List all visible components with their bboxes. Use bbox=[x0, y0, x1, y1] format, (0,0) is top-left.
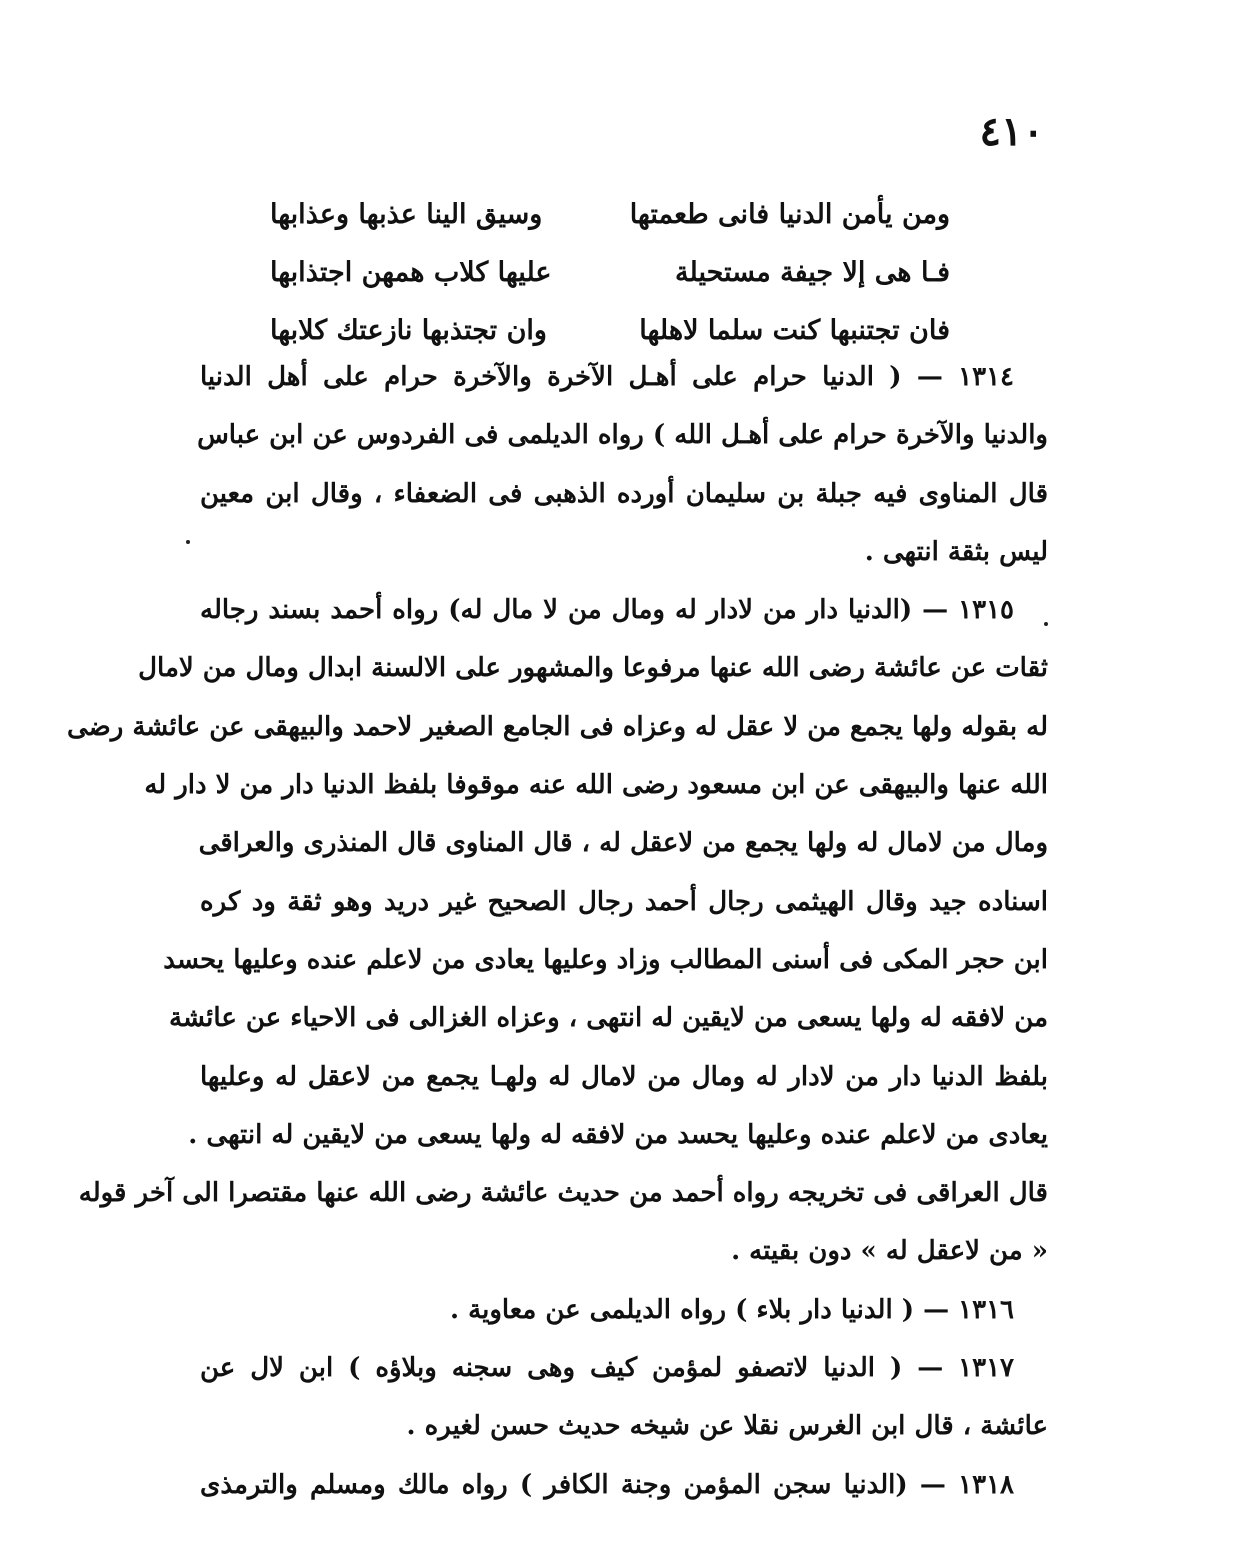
hadith-entries bbox=[66, 348, 1048, 1514]
text-line: له بقوله ولها يجمع من لا عقل له وعزاه فى الجامع الصغير لاحمد والبيهقى عن عائشة رضى bbox=[66, 711, 1048, 742]
text-line: من لافقه له ولها يسعى من لايقين له انتهى ، وعزاه الغزالى فى الاحياء عن عائشة bbox=[169, 1003, 1048, 1034]
text-line: والدنيا والآخرة حرام على أهـل الله ) رواه الديلمى فى الفردوس عن ابن عباس bbox=[197, 420, 1048, 451]
text-line: ١٣١٧ — ( الدنيا لاتصفو لمؤمن كيف وهى سجنه وبلاؤه ) ابن لال عن bbox=[200, 1353, 1014, 1384]
page-number: ٤١٠ bbox=[979, 108, 1044, 155]
verse-first-hemistich: فـا هى إلا جيفة مستحيلة bbox=[675, 257, 950, 288]
text-line: ١٣١٦ — ( الدنيا دار بلاء ) رواه الديلمى عن معاوية . bbox=[450, 1294, 1014, 1325]
text-line: ابن حجر المكى فى أسنى المطالب وزاد وعليها يعادى من لاعلم عنده وعليها يحسد bbox=[163, 944, 1048, 975]
hadith-entry-1314 bbox=[197, 348, 1048, 581]
text-line: ١٣١٤ — ( الدنيا حرام على أهـل الآخرة والآخرة حرام على أهل الدنيا bbox=[200, 362, 1014, 392]
text-line: قال العراقى فى تخريجه رواه أحمد من حديث عائشة رضى الله عنها مقتصرا الى آخر قوله bbox=[78, 1178, 1048, 1209]
text-line: عائشة ، قال ابن الغرس نقلا عن شيخه حديث حسن لغيره . bbox=[406, 1411, 1048, 1442]
verse-line bbox=[270, 244, 950, 302]
text-line: اسناده جيد وقال الهيثمى رجال أحمد رجال الصحيح غير دريد وهو ثقة ود كره bbox=[200, 886, 1048, 917]
scan-speck bbox=[1044, 622, 1048, 626]
text-line: ليس بثقة انتهى . bbox=[864, 536, 1048, 567]
text-line: ١٣١٨ — (الدنيا سجن المؤمن وجنة الكافر ) رواه مالك ومسلم والترمذى bbox=[200, 1469, 1014, 1500]
hadith-entry-1316 bbox=[200, 1281, 1048, 1339]
verse-second-hemistich: وان تجتذبها نازعتك كلابها bbox=[270, 315, 547, 346]
verse-first-hemistich: ومن يأمن الدنيا فانى طعمتها bbox=[629, 199, 950, 230]
text-line: يعادى من لاعلم عنده وعليها يحسد من لافقه له ولها يسعى من لايقين له انتهى . bbox=[188, 1119, 1048, 1150]
text-line: ١٣١٥ — (الدنيا دار من لادار له ومال من لا مال له) رواه أحمد بسند رجاله bbox=[200, 595, 1014, 626]
text-line: الله عنها والبيهقى عن ابن مسعود رضى الله عنه موقوفا بلفظ الدنيا دار من لا دار له bbox=[144, 770, 1048, 801]
text-line: بلفظ الدنيا دار من لادار له ومال من لامال له ولهـا يجمع من لاعقل له وعليها bbox=[200, 1061, 1048, 1092]
text-line: قال المناوى فيه جبلة بن سليمان أورده الذهبى فى الضعفاء ، وقال ابن معين bbox=[200, 478, 1048, 509]
text-line: ومال من لامال له ولها يجمع من لاعقل له ، قال المناوى قال المنذرى والعراقى bbox=[198, 828, 1048, 859]
verse-first-hemistich: فان تجتنبها كنت سلما لاهلها bbox=[639, 315, 950, 346]
hadith-entry-1318 bbox=[200, 1456, 1048, 1514]
scan-speck bbox=[186, 540, 190, 544]
hadith-entry-1317 bbox=[200, 1339, 1048, 1456]
hadith-entry-1315 bbox=[66, 581, 1048, 1281]
text-line: « من لاعقل له » دون بقيته . bbox=[731, 1236, 1048, 1267]
verse-line bbox=[270, 186, 950, 244]
text-line: ثقات عن عائشة رضى الله عنها مرفوعا والمشهور على الالسنة ابدال ومال من لامال bbox=[138, 653, 1048, 684]
verse-second-hemistich: وسيق الينا عذبها وعذابها bbox=[270, 199, 543, 230]
poem-verses bbox=[270, 186, 950, 360]
verse-second-hemistich: عليها كلاب همهن اجتذابها bbox=[270, 257, 552, 288]
